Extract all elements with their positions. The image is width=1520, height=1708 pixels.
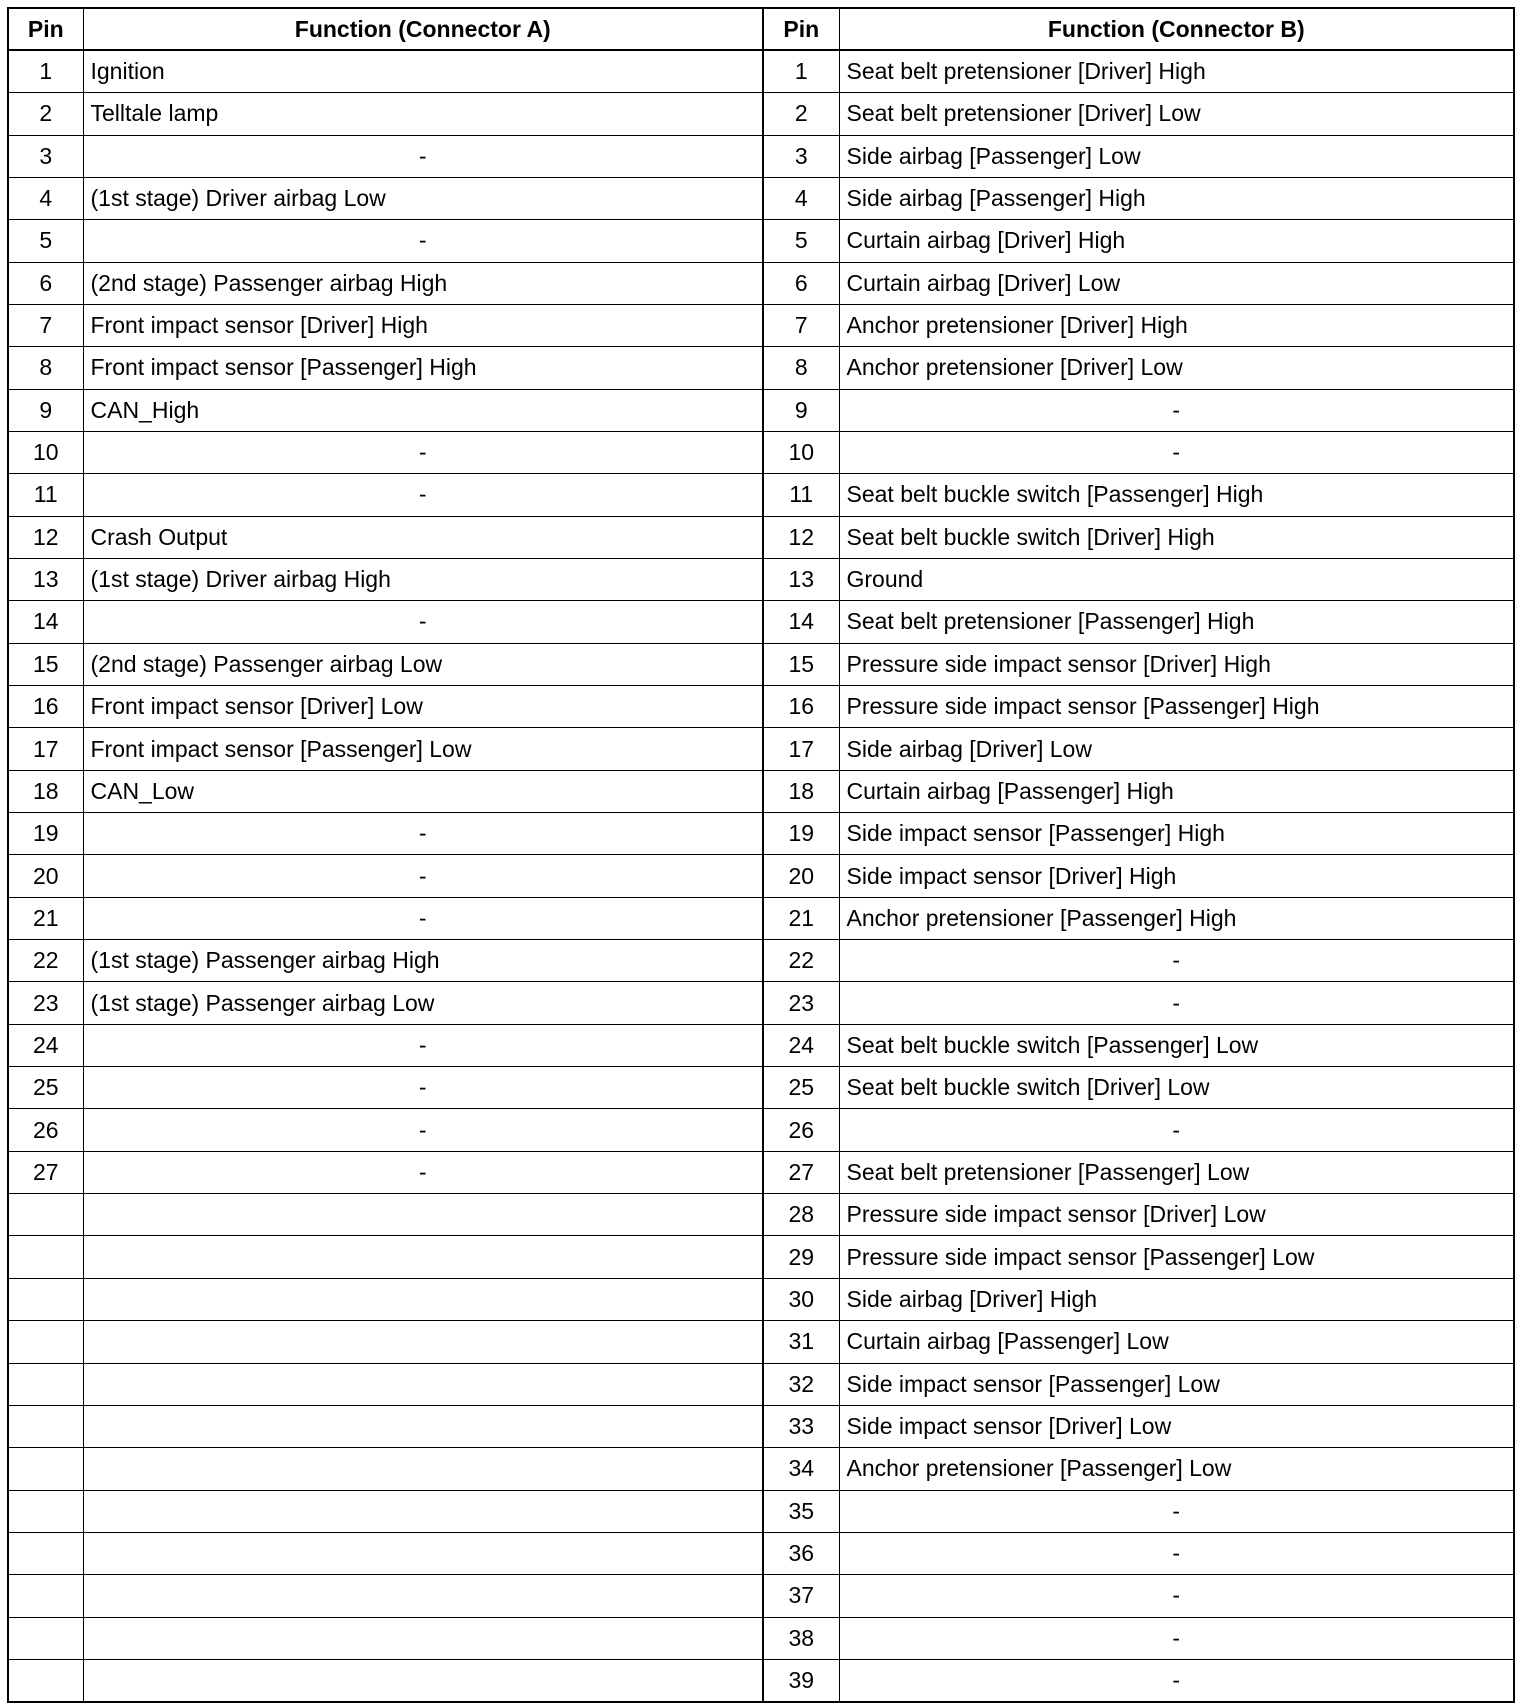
pin-a-cell: [8, 1448, 83, 1490]
pin-a-cell: 11: [8, 474, 83, 516]
table-row: [8, 262, 1514, 304]
function-a-cell: (1st stage) Passenger airbag High: [83, 940, 763, 982]
pin-a-cell: 21: [8, 897, 83, 939]
pin-a-cell: 17: [8, 728, 83, 770]
pin-b-cell: 5: [763, 220, 839, 262]
function-a-cell: [83, 1617, 763, 1659]
pin-a-cell: 14: [8, 601, 83, 643]
pin-a-cell: [8, 1575, 83, 1617]
pin-a-cell: 26: [8, 1109, 83, 1151]
pin-a-cell: 22: [8, 940, 83, 982]
pin-b-cell: 26: [763, 1109, 839, 1151]
pin-a-cell: 10: [8, 431, 83, 473]
pin-a-cell: 2: [8, 93, 83, 135]
pin-b-cell: 11: [763, 474, 839, 516]
pin-a-cell: [8, 1321, 83, 1363]
pin-b-cell: 38: [763, 1617, 839, 1659]
function-b-cell: -: [839, 1532, 1514, 1574]
function-a-cell: [83, 1194, 763, 1236]
pin-a-cell: [8, 1617, 83, 1659]
function-a-cell: -: [83, 220, 763, 262]
table-row: [8, 516, 1514, 558]
function-a-cell: [83, 1363, 763, 1405]
function-b-cell: Side airbag [Passenger] Low: [839, 135, 1514, 177]
function-a-cell: [83, 1532, 763, 1574]
function-a-cell: -: [83, 431, 763, 473]
table-row: [8, 601, 1514, 643]
table-row: [8, 1617, 1514, 1659]
pin-b-cell: 39: [763, 1659, 839, 1701]
function-b-cell: -: [839, 1575, 1514, 1617]
function-a-cell: Crash Output: [83, 516, 763, 558]
function-a-cell: Front impact sensor [Passenger] High: [83, 347, 763, 389]
function-b-cell: -: [839, 940, 1514, 982]
pin-b-cell: 9: [763, 389, 839, 431]
function-a-cell: (1st stage) Driver airbag Low: [83, 177, 763, 219]
pin-a-cell: [8, 1194, 83, 1236]
function-a-cell: Ignition: [83, 50, 763, 92]
function-b-cell: Seat belt buckle switch [Driver] High: [839, 516, 1514, 558]
function-a-cell: -: [83, 1109, 763, 1151]
function-b-cell: -: [839, 1109, 1514, 1151]
function-b-cell: Side airbag [Driver] Low: [839, 728, 1514, 770]
pin-b-cell: 32: [763, 1363, 839, 1405]
function-b-cell: -: [839, 982, 1514, 1024]
function-a-cell: (2nd stage) Passenger airbag Low: [83, 643, 763, 685]
pin-b-cell: 6: [763, 262, 839, 304]
pin-b-cell: 14: [763, 601, 839, 643]
function-b-cell: -: [839, 389, 1514, 431]
pin-a-cell: 18: [8, 770, 83, 812]
function-b-cell: Anchor pretensioner [Driver] High: [839, 304, 1514, 346]
pin-a-cell: 12: [8, 516, 83, 558]
table-row: [8, 558, 1514, 600]
function-b-cell: Pressure side impact sensor [Passenger] Low: [839, 1236, 1514, 1278]
pin-a-cell: 27: [8, 1151, 83, 1193]
pin-a-cell: 16: [8, 686, 83, 728]
function-b-cell: Seat belt pretensioner [Driver] High: [839, 50, 1514, 92]
pin-a-cell: [8, 1532, 83, 1574]
function-b-cell: -: [839, 431, 1514, 473]
function-b-cell: Pressure side impact sensor [Driver] Low: [839, 1194, 1514, 1236]
table-row: [8, 1363, 1514, 1405]
pin-a-cell: [8, 1659, 83, 1701]
pin-b-cell: 19: [763, 813, 839, 855]
pin-a-cell: 25: [8, 1067, 83, 1109]
pin-a-cell: 8: [8, 347, 83, 389]
function-a-cell: -: [83, 474, 763, 516]
pin-b-cell: 15: [763, 643, 839, 685]
table-row: [8, 1151, 1514, 1193]
pin-a-cell: 7: [8, 304, 83, 346]
pin-a-cell: 15: [8, 643, 83, 685]
function-a-cell: [83, 1321, 763, 1363]
function-b-cell: Seat belt pretensioner [Driver] Low: [839, 93, 1514, 135]
table-row: [8, 1321, 1514, 1363]
pin-b-cell: 25: [763, 1067, 839, 1109]
table-row: [8, 1194, 1514, 1236]
pin-a-cell: 20: [8, 855, 83, 897]
function-b-cell: Curtain airbag [Driver] Low: [839, 262, 1514, 304]
pin-b-cell: 22: [763, 940, 839, 982]
pin-a-cell: 5: [8, 220, 83, 262]
pin-b-cell: 36: [763, 1532, 839, 1574]
pinout-table: [7, 7, 1515, 1703]
pin-a-cell: [8, 1363, 83, 1405]
function-a-cell: (1st stage) Passenger airbag Low: [83, 982, 763, 1024]
table-row: [8, 220, 1514, 262]
header-pin-b: Pin: [763, 8, 839, 50]
pin-a-cell: 23: [8, 982, 83, 1024]
table-row: [8, 474, 1514, 516]
function-a-cell: [83, 1405, 763, 1447]
function-a-cell: -: [83, 813, 763, 855]
pin-a-cell: 3: [8, 135, 83, 177]
function-a-cell: (1st stage) Driver airbag High: [83, 558, 763, 600]
pin-b-cell: 20: [763, 855, 839, 897]
table-row: [8, 177, 1514, 219]
pin-b-cell: 2: [763, 93, 839, 135]
pin-b-cell: 7: [763, 304, 839, 346]
table-row: [8, 770, 1514, 812]
function-b-cell: Side impact sensor [Driver] High: [839, 855, 1514, 897]
pin-b-cell: 1: [763, 50, 839, 92]
pin-b-cell: 21: [763, 897, 839, 939]
function-b-cell: Curtain airbag [Passenger] High: [839, 770, 1514, 812]
pin-a-cell: 4: [8, 177, 83, 219]
function-a-cell: Front impact sensor [Passenger] Low: [83, 728, 763, 770]
pin-b-cell: 4: [763, 177, 839, 219]
function-b-cell: Pressure side impact sensor [Passenger] High: [839, 686, 1514, 728]
function-b-cell: Seat belt pretensioner [Passenger] High: [839, 601, 1514, 643]
function-a-cell: (2nd stage) Passenger airbag High: [83, 262, 763, 304]
function-b-cell: Anchor pretensioner [Passenger] High: [839, 897, 1514, 939]
table-row: [8, 940, 1514, 982]
table-row: [8, 304, 1514, 346]
function-a-cell: [83, 1659, 763, 1701]
function-b-cell: -: [839, 1617, 1514, 1659]
function-b-cell: Seat belt buckle switch [Passenger] High: [839, 474, 1514, 516]
table-row: [8, 1490, 1514, 1532]
pin-b-cell: 33: [763, 1405, 839, 1447]
function-b-cell: Curtain airbag [Passenger] Low: [839, 1321, 1514, 1363]
function-a-cell: -: [83, 1024, 763, 1066]
function-b-cell: Curtain airbag [Driver] High: [839, 220, 1514, 262]
pin-b-cell: 29: [763, 1236, 839, 1278]
function-a-cell: Telltale lamp: [83, 93, 763, 135]
table-row: [8, 728, 1514, 770]
table-row: [8, 1109, 1514, 1151]
function-a-cell: -: [83, 1067, 763, 1109]
pin-b-cell: 10: [763, 431, 839, 473]
function-a-cell: [83, 1490, 763, 1532]
table-row: [8, 1575, 1514, 1617]
table-row: [8, 135, 1514, 177]
pin-a-cell: 19: [8, 813, 83, 855]
function-a-cell: -: [83, 897, 763, 939]
function-a-cell: [83, 1236, 763, 1278]
function-b-cell: Side impact sensor [Passenger] High: [839, 813, 1514, 855]
pin-b-cell: 17: [763, 728, 839, 770]
pin-b-cell: 18: [763, 770, 839, 812]
table-row: [8, 93, 1514, 135]
table-row: [8, 1659, 1514, 1701]
function-b-cell: Anchor pretensioner [Driver] Low: [839, 347, 1514, 389]
function-a-cell: CAN_High: [83, 389, 763, 431]
table-row: [8, 982, 1514, 1024]
pin-b-cell: 34: [763, 1448, 839, 1490]
pin-a-cell: 1: [8, 50, 83, 92]
pin-b-cell: 8: [763, 347, 839, 389]
pin-b-cell: 37: [763, 1575, 839, 1617]
function-b-cell: Side airbag [Passenger] High: [839, 177, 1514, 219]
header-row: [8, 8, 1514, 50]
function-a-cell: Front impact sensor [Driver] High: [83, 304, 763, 346]
pin-a-cell: 9: [8, 389, 83, 431]
pin-b-cell: 35: [763, 1490, 839, 1532]
table-row: [8, 1236, 1514, 1278]
pin-b-cell: 16: [763, 686, 839, 728]
pin-b-cell: 3: [763, 135, 839, 177]
table-row: [8, 1405, 1514, 1447]
pin-a-cell: 24: [8, 1024, 83, 1066]
table-row: [8, 855, 1514, 897]
function-b-cell: Seat belt buckle switch [Driver] Low: [839, 1067, 1514, 1109]
function-b-cell: -: [839, 1659, 1514, 1701]
function-a-cell: CAN_Low: [83, 770, 763, 812]
pin-b-cell: 13: [763, 558, 839, 600]
table-row: [8, 50, 1514, 92]
function-b-cell: Side airbag [Driver] High: [839, 1278, 1514, 1320]
function-a-cell: -: [83, 855, 763, 897]
table-row: [8, 1024, 1514, 1066]
function-a-cell: [83, 1448, 763, 1490]
pin-a-cell: 6: [8, 262, 83, 304]
table-row: [8, 431, 1514, 473]
table-row: [8, 686, 1514, 728]
function-b-cell: Side impact sensor [Passenger] Low: [839, 1363, 1514, 1405]
pin-a-cell: [8, 1278, 83, 1320]
pin-a-cell: [8, 1405, 83, 1447]
pin-a-cell: [8, 1236, 83, 1278]
table-row: [8, 1448, 1514, 1490]
table-row: [8, 1278, 1514, 1320]
pin-b-cell: 23: [763, 982, 839, 1024]
table-row: [8, 1067, 1514, 1109]
function-a-cell: [83, 1278, 763, 1320]
pin-b-cell: 12: [763, 516, 839, 558]
pin-rows: [8, 50, 1514, 1701]
pin-a-cell: 13: [8, 558, 83, 600]
function-b-cell: Side impact sensor [Driver] Low: [839, 1405, 1514, 1447]
pin-b-cell: 28: [763, 1194, 839, 1236]
function-b-cell: Anchor pretensioner [Passenger] Low: [839, 1448, 1514, 1490]
header-function-a: Function (Connector A): [83, 8, 763, 50]
function-b-cell: Seat belt pretensioner [Passenger] Low: [839, 1151, 1514, 1193]
pin-b-cell: 27: [763, 1151, 839, 1193]
function-b-cell: Pressure side impact sensor [Driver] High: [839, 643, 1514, 685]
header-function-b: Function (Connector B): [839, 8, 1514, 50]
table-row: [8, 897, 1514, 939]
header-pin-a: Pin: [8, 8, 83, 50]
table-row: [8, 813, 1514, 855]
function-b-cell: -: [839, 1490, 1514, 1532]
function-a-cell: -: [83, 601, 763, 643]
pin-b-cell: 24: [763, 1024, 839, 1066]
function-a-cell: -: [83, 1151, 763, 1193]
function-b-cell: Seat belt buckle switch [Passenger] Low: [839, 1024, 1514, 1066]
function-a-cell: [83, 1575, 763, 1617]
pin-b-cell: 31: [763, 1321, 839, 1363]
function-a-cell: Front impact sensor [Driver] Low: [83, 686, 763, 728]
table-row: [8, 643, 1514, 685]
table-row: [8, 347, 1514, 389]
function-b-cell: Ground: [839, 558, 1514, 600]
pin-b-cell: 30: [763, 1278, 839, 1320]
table-row: [8, 389, 1514, 431]
table-row: [8, 1532, 1514, 1574]
function-a-cell: -: [83, 135, 763, 177]
pin-a-cell: [8, 1490, 83, 1532]
